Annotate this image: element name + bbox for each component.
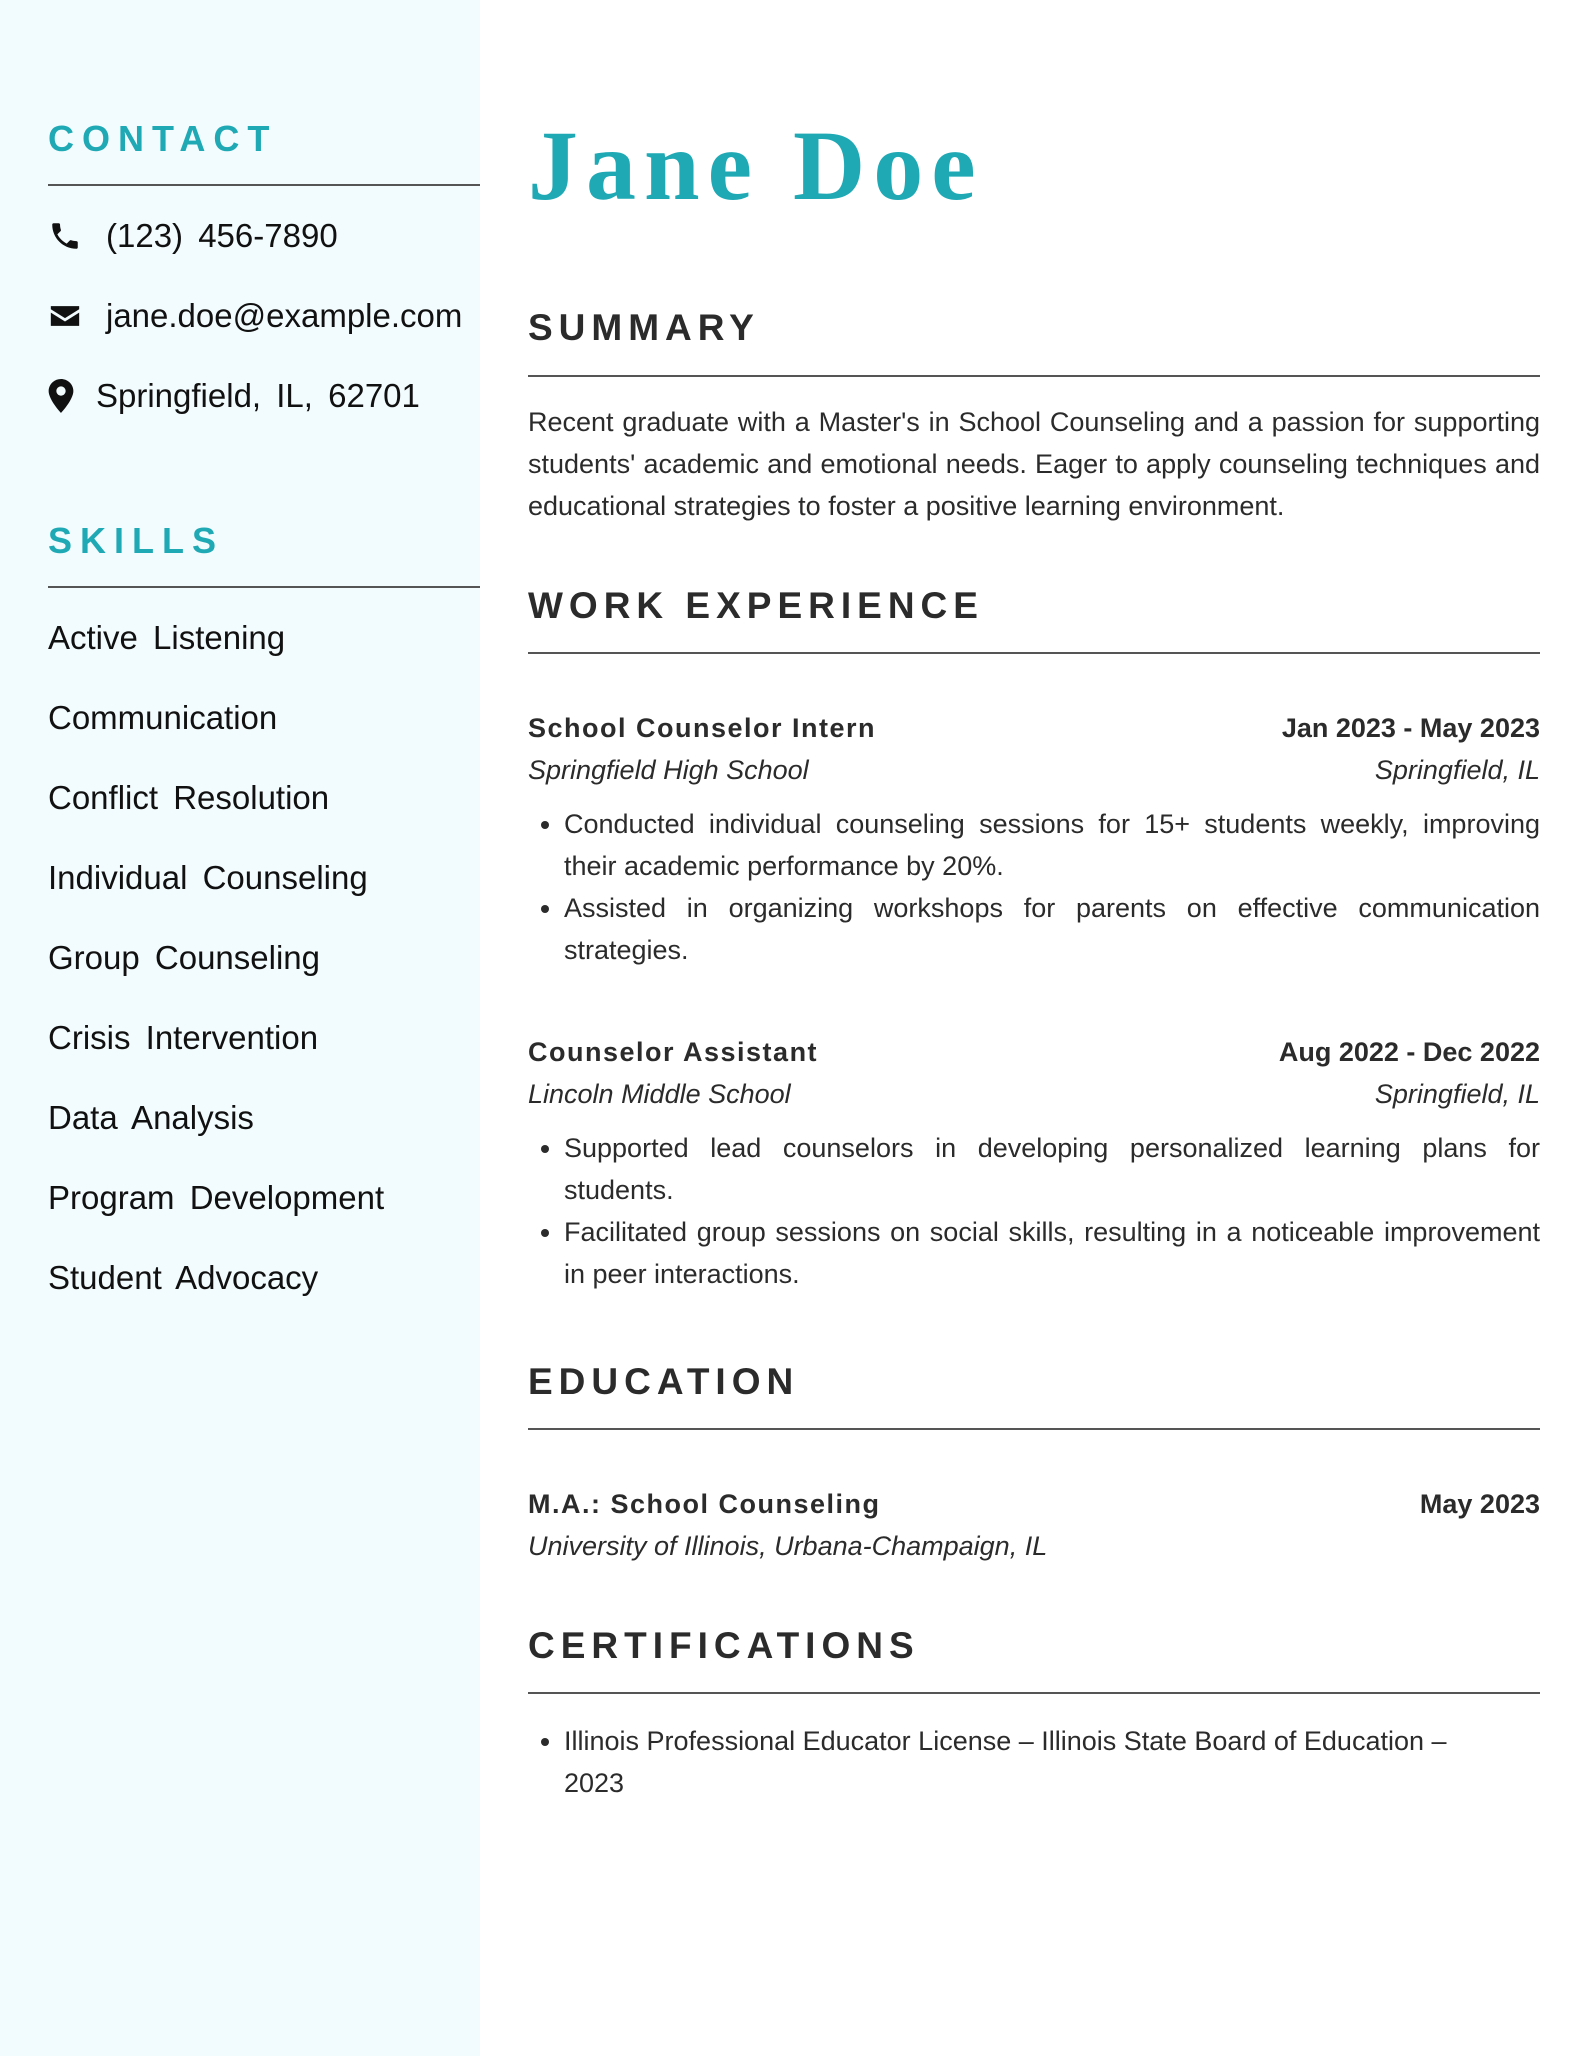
skills-heading: SKILLS: [48, 520, 225, 561]
job-bullet: • Assisted in organizing workshops for parents on effective communication strategies.: [564, 887, 1540, 971]
skill-item: Student Advocacy: [48, 1259, 319, 1296]
job-location: Springfield, IL: [1374, 1079, 1540, 1109]
skills-list: [48, 618, 480, 1338]
summary-text: Recent graduate with a Master's in School Counseling and a passion for supporting students' academic and emotional needs. Eager to apply counseling techniques and educational strategies to foster a positive learning environment.: [528, 407, 1540, 521]
certifications-heading: CERTIFICATIONS: [528, 1625, 920, 1666]
certification-item: • Illinois Professional Educator License – Illinois State Board of Education – 2023: [564, 1720, 1484, 1804]
job-title: Counselor Assistant: [528, 1037, 819, 1067]
education-school-row: [528, 1525, 1540, 1567]
job-organization: Lincoln Middle School: [528, 1079, 791, 1109]
contact-email-row: [48, 294, 480, 338]
job-header: [528, 707, 1540, 749]
job-title: School Counselor Intern: [528, 713, 877, 743]
education-divider: [528, 1428, 1540, 1430]
job-org-row: [528, 1073, 1540, 1115]
last-name: Doe: [793, 110, 984, 221]
skills-section: [48, 520, 480, 588]
job-bullets: [528, 1127, 1540, 1295]
contact-heading: CONTACT: [48, 118, 278, 159]
job-location: Springfield, IL: [1374, 755, 1540, 785]
skill-item: Communication: [48, 699, 278, 736]
skill-item: Crisis Intervention: [48, 1019, 319, 1056]
contact-location: Springfield, IL, 62701: [96, 377, 420, 414]
job-dates: Aug 2022 - Dec 2022: [1278, 1037, 1540, 1067]
skill-item: Data Analysis: [48, 1099, 254, 1136]
first-name: Jane: [528, 110, 760, 221]
summary-heading: SUMMARY: [528, 307, 760, 348]
skill-item: Conflict Resolution: [48, 779, 330, 816]
candidate-name: [528, 106, 984, 226]
skills-divider: [48, 586, 480, 588]
skill-item: Individual Counseling: [48, 859, 368, 896]
work-experience-divider: [528, 652, 1540, 654]
education-school: University of Illinois, Urbana-Champaign, IL: [528, 1531, 1048, 1561]
envelope-icon: [48, 299, 82, 333]
job-organization: Springfield High School: [528, 755, 809, 785]
job-bullet: • Facilitated group sessions on social skills, resulting in a noticeable improvement in peer interactions.: [564, 1211, 1540, 1295]
contact-phone-row: [48, 214, 480, 258]
education-degree: M.A.: School Counseling: [528, 1489, 881, 1519]
map-pin-icon: [48, 379, 74, 413]
contact-location-row: [48, 374, 480, 418]
skill-item: Group Counseling: [48, 939, 320, 976]
job-dates: Jan 2023 - May 2023: [1281, 713, 1540, 743]
phone-icon: [48, 219, 82, 253]
contact-email[interactable]: jane.doe@example.com: [106, 297, 463, 334]
skill-item: Program Development: [48, 1179, 385, 1216]
job-bullet: • Conducted individual counseling sessions for 15+ students weekly, improving their academic performance by 20%.: [564, 803, 1540, 887]
contact-section: [48, 118, 480, 186]
summary-divider: [528, 375, 1540, 377]
education-date: May 2023: [1419, 1489, 1540, 1519]
education-heading: EDUCATION: [528, 1361, 800, 1402]
skill-item: Active Listening: [48, 619, 286, 656]
job-header: [528, 1031, 1540, 1073]
contact-divider: [48, 184, 480, 186]
job-bullet: • Supported lead counselors in developing personalized learning plans for students.: [564, 1127, 1540, 1211]
job-org-row: [528, 749, 1540, 791]
job-bullets: [528, 803, 1540, 971]
education-header: [528, 1483, 1540, 1525]
certifications-divider: [528, 1692, 1540, 1694]
certifications-list: [528, 1720, 1540, 1804]
work-experience-heading: WORK EXPERIENCE: [528, 585, 984, 626]
contact-phone[interactable]: (123) 456-7890: [106, 217, 338, 254]
